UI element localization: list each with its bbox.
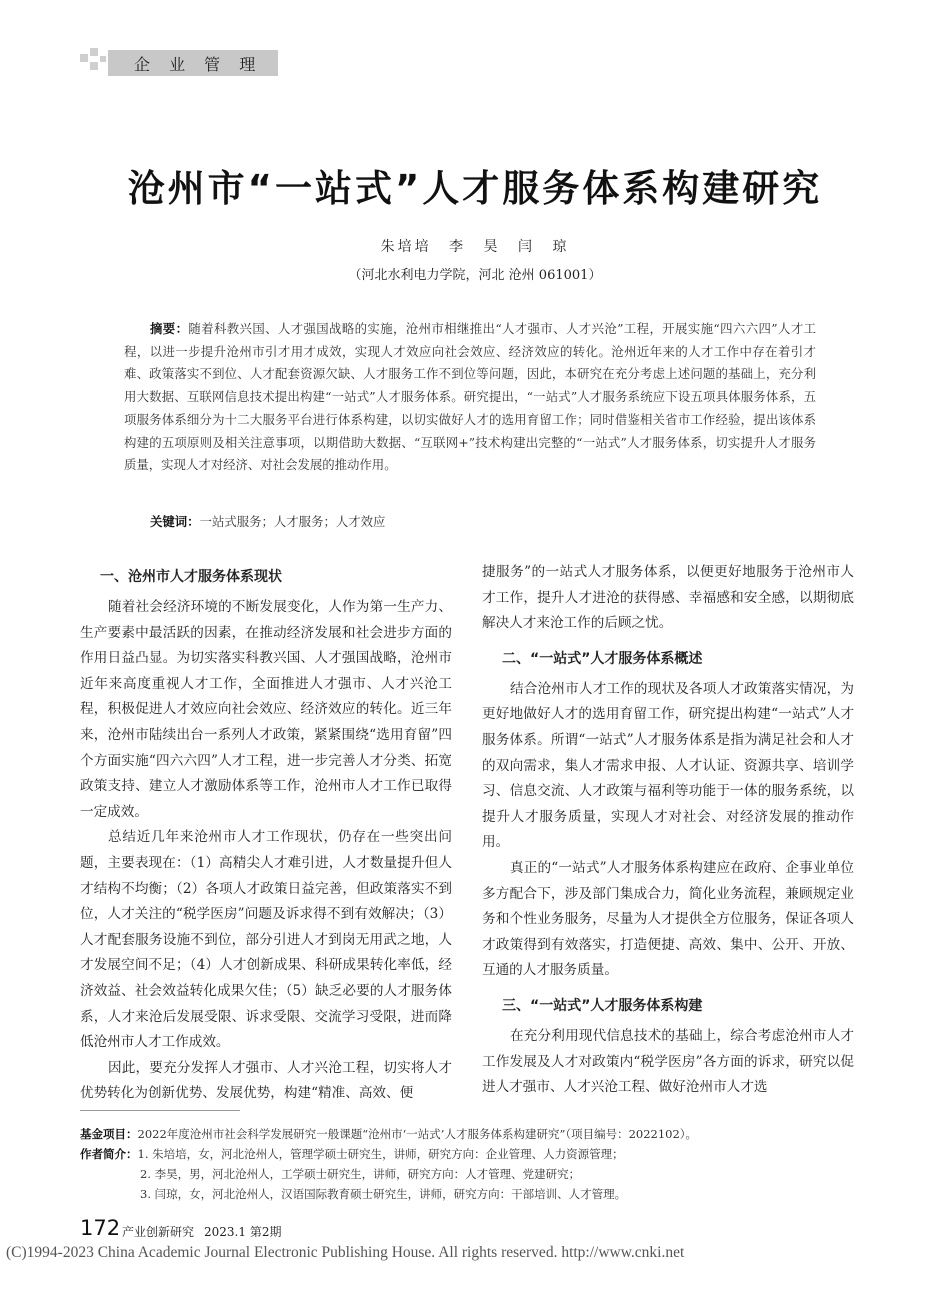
paragraph: 在充分利用现代信息技术的基础上，综合考虑沧州市人才工作发展及人才对政策内“税学医房”各方面的诉求，研究以促进人才强市、人才兴沧工程、做好沧州市人才选 — [482, 1027, 854, 1096]
journal-issue: 2023.1 第2期 — [204, 1225, 282, 1239]
author-line-1 — [80, 1144, 880, 1164]
paragraph: 结合沧州市人才工作的现状及各项人才政策落实情况，为更好地做好人才的选用育留工作，研究提出构建“一站式”人才服务体系。所谓“一站式”人才服务体系是指为满足社会和人才的双向需求，集人才需求申报、人才认证、资源共享、培训学习、信息交流、人才政策与福利等功能于一体的服务系统，以提升人才服务质量，实现人才对社会、对经济发展的推动作用。 — [482, 680, 854, 851]
fund-label: 基金项目： — [80, 1127, 138, 1141]
section-heading-3: 三、“一站式”人才服务体系构建 — [502, 997, 703, 1014]
copyright-watermark: (C)1994-2023 China Academic Journal Electronic Publishing House. All rights reserved. http://www.cnki.net — [6, 1244, 685, 1261]
journal-name: 产业创新研究 — [122, 1225, 195, 1239]
abstract-text: 随着科教兴国、人才强国战略的实施，沧州市相继推出“人才强市、人才兴沧”工程，开展实施“四六六四”人才工程，以进一步提升沧州市引才用才成效，实现人才效应向社会效应、经济效应的转化。沧州近年来的人才工作中存在着引才难、政策落实不到位、人才配套资源欠缺、人才服务工作不到位等问题，因此，本研究在充分考虑上述问题的基础上，充分利用大数据、互联网信息技术提出构建“一站式”人才服务体系。研究提出，“一站式”人才服务系统应下设五项具体服务体系，五项服务体系细分为十二大服务平台进行体系构建，以切实做好人才的选用育留工作；同时借鉴相关省市工作经验，提出该体系构建的五项原则及相关注意事项，以期借助大数据、“互联网+”技术构建出完整的“一站式”人才服务体系，切实提升人才服务质量，实现人才对经济、对社会发展的推动作用。 — [124, 321, 817, 473]
fund-line — [80, 1124, 880, 1144]
abstract — [124, 318, 816, 477]
article-authors: 朱培培 李 昊 闫 琼 — [380, 239, 570, 255]
section-heading-2: 二、“一站式”人才服务体系概述 — [502, 650, 703, 667]
decor-square — [90, 48, 98, 56]
keywords — [150, 512, 385, 530]
author-intro-label: 作者简介： — [80, 1147, 138, 1161]
page-number: 172 — [80, 1216, 121, 1240]
author-line-3: 3. 闫琼，女，河北沧州人，汉语国际教育硕士研究生，讲师，研究方向：干部培训、人才管理。 — [140, 1187, 627, 1201]
footnotes — [80, 1124, 880, 1204]
decor-square — [90, 62, 98, 70]
decor-square — [100, 56, 106, 62]
section-heading-1: 一、沧州市人才服务体系现状 — [100, 569, 282, 585]
abstract-label: 摘要： — [150, 321, 189, 336]
paragraph-continued: 捷服务”的一站式人才服务体系，以便更好地服务于沧州市人才工作，提升人才进沧的获得感、幸福感和安全感，以期彻底解决人才来沧工作的后顾之忧。 — [482, 564, 854, 632]
article-title: 沧州市“一站式”人才服务体系构建研究 — [127, 167, 823, 210]
left-column — [80, 560, 452, 1107]
right-column — [482, 560, 854, 1101]
paragraph: 真正的“一站式”人才服务体系构建应在政府、企事业单位多方配合下，涉及部门集成合力，简化业务流程，兼顾规定业务和个性业务服务，尽量为人才提供全方位服务，保证各项人才政策得到有效落实，打造便捷、高效、集中、公开、开放、互通的人才服务质量。 — [482, 859, 854, 979]
paragraph: 因此，要充分发挥人才强市、人才兴沧工程，切实将人才优势转化为创新优势、发展优势，构建“精准、高效、便 — [80, 1059, 452, 1102]
keywords-label: 关键词： — [150, 514, 200, 529]
paragraph: 随着社会经济环境的不断发展变化，人作为第一生产力、生产要素中最活跃的因素，在推动经济发展和社会进步方面的作用日益凸显。为切实落实科教兴国、人才强国战略，沧州市近年来高度重视人才工作，全面推进人才强市、人才兴沧工程，积极促进人才效应向社会效应、经济效应的转化。近三年来，沧州市陆续出台一系列人才政策，紧紧围绕“选用育留”四个方面实施“四六六四”人才工程，进一步完善人才分类、拓宽政策支持、建立人才激励体系等工作，沧州市人才工作已取得一定成效。 — [80, 599, 452, 820]
journal-info — [122, 1223, 281, 1240]
article-affiliation: （河北水利电力学院，河北 沧州 061001） — [348, 268, 602, 283]
fund-text: 2022年度沧州市社会科学发展研究一般课题“沧州市‘一站式’人才服务体系构建研究”（项目编号：2022102）。 — [137, 1127, 698, 1141]
keywords-text: 一站式服务；人才服务；人才效应 — [199, 514, 386, 529]
paragraph: 总结近几年来沧州市人才工作现状，仍存在一些突出问题，主要表现在：（1）高精尖人才难引进，人才数量提升但人才结构不均衡；（2）各项人才政策日益完善，但政策落实不到位，人才关注的“税学医房”问题及诉求得不到有效解决；（3）人才配套服务设施不到位，部分引进人才到岗无用武之地，人才发展空间不足；（4）人才创新成果、科研成果转化率低，经济效益、社会效益转化成果欠佳；（5）缺乏必要的人才服务体系，人才来沧后发展受限、诉求受限、交流学习受限，进而降低沧州市人才工作成效。 — [80, 829, 452, 1051]
author-line-2: 2. 李昊，男，河北沧州人，工学硕士研究生，讲师，研究方向：人才管理、党建研究； — [140, 1167, 581, 1181]
footnote-divider — [80, 1110, 240, 1111]
decor-square — [80, 54, 88, 62]
author-text-1: 1. 朱培培，女，河北沧州人，管理学硕士研究生，讲师，研究方向：企业管理、人力资源管理； — [137, 1147, 624, 1161]
section-tag: 企 业 管 理 — [108, 50, 278, 76]
